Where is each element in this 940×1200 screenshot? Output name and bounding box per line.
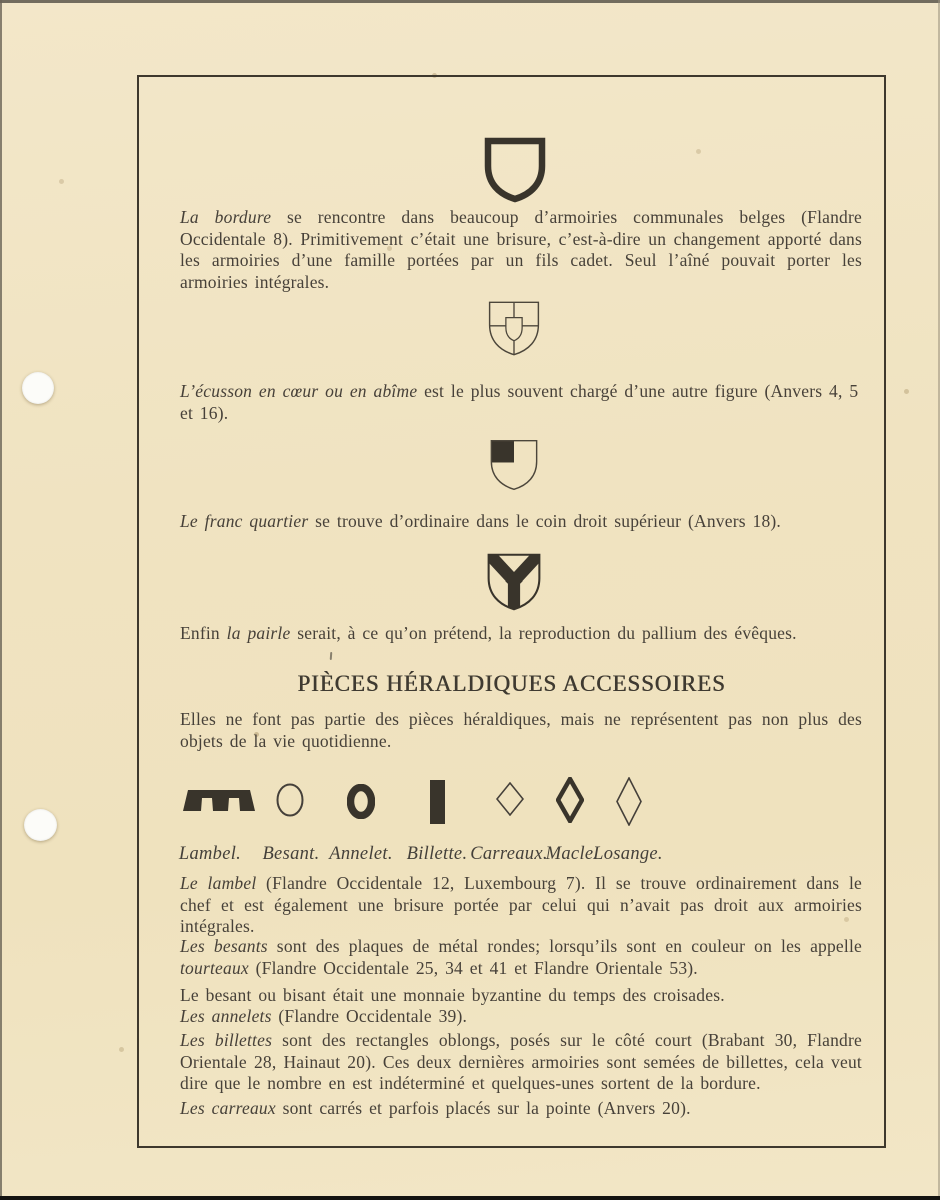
paragraph-bordure — [180, 207, 862, 293]
symbol-label-carreaux: Carreaux. — [470, 844, 548, 864]
paragraph-text: Le besant ou bisant était une monnaie byzantine du temps des croisades. — [180, 985, 725, 1005]
paragraph-text: se trouve d’ordinaire dans le coin droit supérieur (Anvers 18). — [308, 511, 782, 531]
symbol-label-macle: Macle. — [545, 844, 599, 864]
content-frame — [137, 75, 886, 1148]
punch-hole-top — [22, 372, 54, 404]
paragraph-carreaux — [180, 1098, 862, 1120]
scan-edge-left — [0, 0, 2, 1200]
billette-icon — [430, 780, 445, 824]
paragraph-lead: Les besants — [180, 936, 268, 956]
paragraph-lead: Le lambel — [180, 873, 257, 893]
ink-mark — [330, 652, 333, 660]
paragraph-lead: la pairle — [226, 623, 291, 643]
scan-edge-top — [0, 0, 940, 3]
paragraph-pairle — [180, 623, 862, 645]
escutcheon-in-heart-shield-icon — [486, 297, 542, 360]
paragraph-text: sont carrés et parfois placés sur la pointe (Anvers 20). — [275, 1098, 691, 1118]
paragraph-franc-quartier — [180, 511, 862, 533]
symbol-label-besant: Besant. — [262, 844, 320, 864]
paragraph-intro — [180, 709, 862, 752]
paragraph-besants — [180, 936, 862, 979]
paragraph-lead: La bordure — [180, 207, 272, 227]
macle-icon — [556, 777, 584, 823]
section-heading: PIÈCES HÉRALDIQUES ACCESSOIRES — [297, 671, 726, 696]
symbol-label-billette: Billette. — [406, 844, 468, 864]
paragraph-lead: L’écusson en cœur ou en abîme — [180, 381, 418, 401]
losange-icon — [616, 777, 642, 826]
paragraph-lambel — [180, 873, 862, 938]
paragraph-text: (Flandre Occidentale 39). — [271, 1006, 468, 1026]
paragraph-text: Elles ne font pas partie des pièces héraldiques, mais ne représentent pas non plus des objets de la vie quotidienne. — [180, 709, 862, 751]
franc-quartier-shield-icon — [488, 435, 540, 495]
paragraph-lead: Les billettes — [180, 1030, 273, 1050]
paragraph-text: Enfin — [180, 623, 227, 643]
paragraph-lead: tourteaux — [180, 957, 249, 978]
paragraph-lead: Le franc quartier — [180, 511, 309, 531]
bordure-shield-icon — [484, 137, 546, 203]
pairle-shield-icon — [484, 551, 544, 613]
paragraph-billettes — [180, 1030, 862, 1095]
carreaux-icon — [496, 782, 524, 816]
annelet-icon — [347, 784, 375, 819]
besant-icon — [276, 783, 304, 817]
paragraph-text: se rencontre dans beaucoup d’armoiries communales belges (Flandre Occidentale 8). Primitivement c’était une brisure, c’est-à-dire un changement apporté dans les armoiries d’une famille portées par un fils cadet. Seul l’aîné pouvait porter les armoiries intégrales. — [180, 207, 862, 292]
lambel-icon — [183, 790, 255, 812]
symbol-label-lambel: Lambel. — [178, 844, 242, 864]
paragraph-text: sont des plaques de métal rondes; lorsqu’ils sont en couleur on les appelle — [267, 936, 862, 956]
symbol-label-losange: Losange. — [593, 844, 663, 864]
scan-edge-bottom — [0, 1196, 940, 1200]
paragraph-text: sont des rectangles oblongs, posés sur le côté court (Brabant 30, Flandre Orientale 28, Hainaut 20). Ces deux dernières armoiries sont semées de billettes, cela veut dire que le nombre en est indéterminé et quelques-unes sortent de la bordure. — [180, 1030, 862, 1094]
paragraph-text: (Flandre Occidentale 12, Luxembourg 7). Il se trouve ordinairement dans le chef et est également une brisure portée par celui qui n’avait pas droit aux armoiries intégrales. — [180, 873, 862, 937]
paragraph-text: (Flandre Occidentale 25, 34 et 41 et Flandre Orientale 53). — [248, 957, 698, 978]
paragraph-text: serait, à ce qu’on prétend, la reproduction du pallium des évêques. — [290, 623, 797, 643]
paragraph-lead: Les annelets — [180, 1006, 272, 1026]
paragraph-text: est le plus souvent chargé d’une autre figure (Anvers 4, 5 et 16). — [180, 381, 859, 423]
paragraph-annelets — [180, 1006, 862, 1028]
paragraph-ecusson — [180, 381, 862, 424]
punch-hole-bottom — [24, 809, 57, 841]
symbol-label-annelet: Annelet. — [329, 844, 393, 864]
paragraph-lead: Les carreaux — [180, 1098, 276, 1118]
paragraph-besant-bisant — [180, 985, 862, 1007]
